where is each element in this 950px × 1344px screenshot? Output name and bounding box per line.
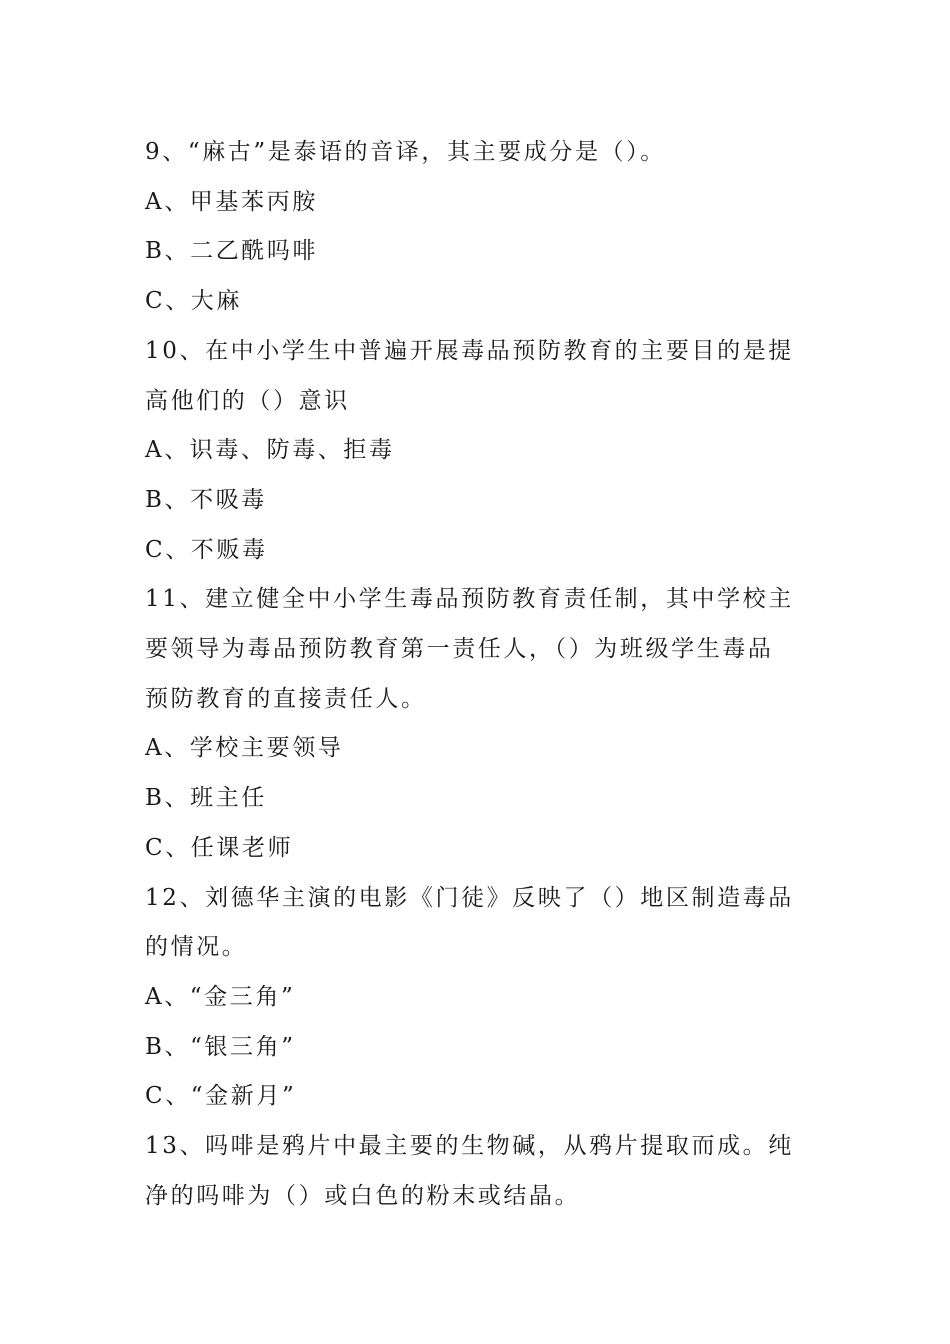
question-13-text-line-2: 净的吗啡为（）或白色的粉末或结晶。	[145, 1182, 581, 1209]
question-list	[145, 128, 810, 1221]
question-9-text: 9、“麻古”是泰语的音译，其主要成分是（）。	[145, 139, 666, 165]
question-10-text-line-2: 高他们的（）意识	[145, 387, 350, 414]
question-10-option-a: A、识毒、防毒、拒毒	[145, 437, 395, 464]
question-11-option-a: A、学校主要领导	[145, 735, 344, 762]
question-12-option-c: C、“金新月”	[145, 1083, 297, 1110]
question-11-option-c: C、任课老师	[145, 834, 294, 861]
question-12-text-line-2: 的情况。	[145, 934, 248, 961]
question-12-text-line-1: 12、刘德华主演的电影《门徒》反映了（）地区制造毒品	[145, 884, 794, 911]
question-12-option-b: B、“银三角”	[145, 1033, 296, 1060]
question-12-option-a: A、“金三角”	[145, 983, 296, 1010]
question-10-option-b: B、不吸毒	[145, 486, 267, 513]
question-9-option-a: A、甲基苯丙胺	[145, 188, 318, 215]
question-10-option-c: C、不贩毒	[145, 536, 268, 563]
question-13-text-line-1: 13、吗啡是鸦片中最主要的生物碱，从鸦片提取而成。纯	[145, 1133, 794, 1160]
question-11-text-line-2: 要领导为毒品预防教育第一责任人，（）为班级学生毒品	[145, 636, 774, 663]
question-9-option-c: C、大麻	[145, 288, 242, 315]
question-11-text-line-3: 预防教育的直接责任人。	[145, 685, 427, 712]
question-11-text-line-1: 11、建立健全中小学生毒品预防教育责任制，其中学校主	[145, 586, 794, 613]
question-11-option-b: B、班主任	[145, 785, 267, 812]
question-10-text-line-1: 10、在中小学生中普遍开展毒品预防教育的主要目的是提	[145, 337, 794, 364]
question-9-option-b: B、二乙酰吗啡	[145, 238, 319, 265]
